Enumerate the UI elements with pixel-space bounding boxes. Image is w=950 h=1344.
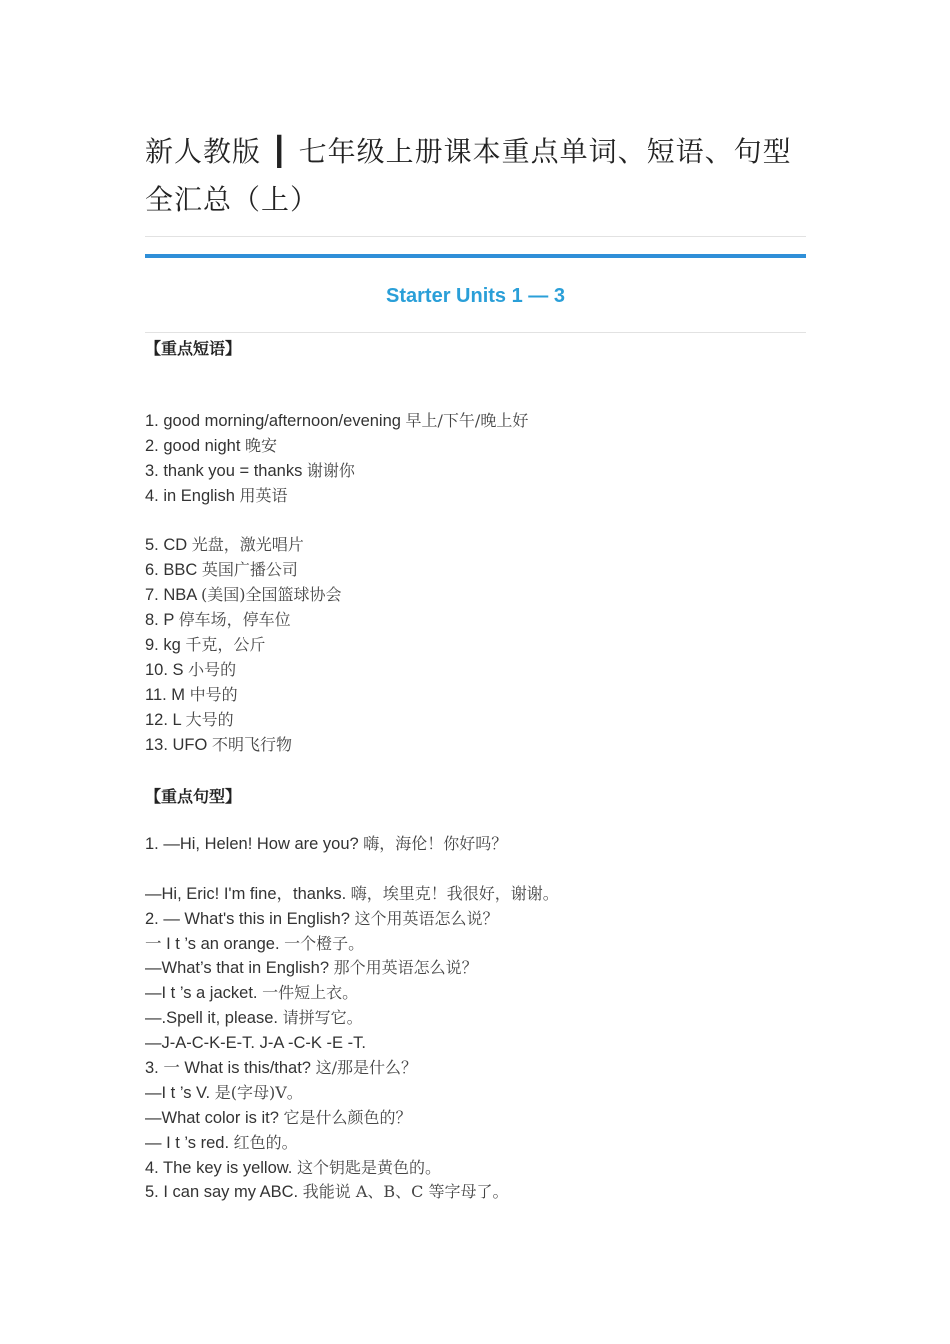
phrase-item [145, 708, 806, 733]
section-divider [145, 332, 806, 333]
phrase-item-english: 8. P [145, 611, 179, 630]
phrase-item-english: 10. S [145, 660, 189, 679]
phrase-item-english: 3. thank you = thanks [145, 461, 307, 480]
sentence-item-english: —What color is it? [145, 1108, 284, 1127]
sentence-item-chinese: 是(字母)V。 [214, 1082, 303, 1102]
sentence-item [145, 882, 806, 907]
phrase-item [145, 434, 806, 459]
sentence-item-english: —I t ’s a jacket. [145, 984, 263, 1003]
phrase-item [145, 633, 806, 658]
phrase-item-chinese: 千克，公斤 [185, 635, 266, 655]
phrase-item [145, 409, 806, 434]
phrase-item-english: 4. in English [145, 486, 240, 505]
sentence-item-chinese: 这个钥匙是黄色的。 [296, 1157, 441, 1177]
phrase-item-chinese: (美国)全国篮球协会 [200, 585, 342, 605]
phrase-item [145, 658, 806, 683]
sentence-item-chinese: 嗨，海伦！你好吗？ [363, 834, 508, 853]
sentence-item [145, 1106, 806, 1131]
phrase-item-english: 12. L [145, 710, 186, 729]
sentence-item-chinese: 这/那是什么？ [315, 1058, 417, 1078]
phrase-item-chinese: 大号的 [185, 709, 234, 729]
sentence-item-english: 一 I t ’s an orange. [145, 934, 285, 953]
sentence-item-chinese: 我能说 A、B、C 等字母了。 [302, 1182, 509, 1202]
sentence-item [145, 1031, 806, 1056]
sentence-item-english: — I t ’s red. [145, 1133, 234, 1152]
sentence-item [145, 1180, 806, 1205]
phrase-item-chinese: 停车场，停车位 [178, 610, 291, 630]
sentence-item [145, 1056, 806, 1081]
sentence-item [145, 1156, 806, 1181]
sentence-item [145, 907, 806, 932]
phrase-item-chinese: 早上/下午/晚上好 [405, 411, 529, 430]
sentences-list [145, 832, 806, 1205]
phrase-item-chinese: 用英语 [239, 485, 288, 505]
phrase-item-english: 2. good night [145, 436, 245, 455]
sentence-item-english: 5. I can say my ABC. [145, 1183, 303, 1202]
sentence-item [145, 981, 806, 1006]
phrases-label: 【重点短语】 [145, 339, 242, 358]
sentence-item-english: 2. — What's this in English? [145, 909, 355, 928]
phrase-item-chinese: 英国广播公司 [201, 560, 298, 580]
sentence-item [145, 832, 806, 857]
sentence-item-chinese: 它是什么颜色的？ [283, 1107, 412, 1127]
sentence-item-chinese: 请拼写它。 [282, 1008, 363, 1028]
sentence-item-chinese: 一件短上衣。 [262, 983, 359, 1003]
sentence-item-english: —Hi, Eric! I'm fine，thanks. [145, 884, 351, 903]
phrase-item [145, 608, 806, 633]
phrase-item-chinese: 小号的 [188, 659, 237, 679]
article-title: 新人教版 ┃ 七年级上册课本重点单词、短语、句型全汇总（上） [145, 135, 792, 216]
sentence-item [145, 1131, 806, 1156]
phrase-item-chinese: 中号的 [189, 684, 238, 704]
sentence-item-chinese: 这个用英语怎么说？ [354, 908, 499, 928]
phrase-item-english: 13. UFO [145, 735, 212, 754]
phrases-list [145, 409, 806, 757]
phrase-item [145, 733, 806, 758]
phrase-item [145, 683, 806, 708]
sentence-item-english: 3. 一 What is this/that? [145, 1059, 316, 1078]
sentences-label: 【重点句型】 [145, 787, 242, 806]
phrase-item [145, 459, 806, 484]
phrase-item [145, 533, 806, 558]
phrase-item-english: 6. BBC [145, 561, 202, 580]
sentence-item-chinese: 嗨，埃里克！我很好，谢谢。 [350, 883, 559, 903]
phrase-item [145, 583, 806, 608]
phrase-item-english: 9. kg [145, 636, 186, 655]
sentence-item-english: —What’s that in English? [145, 959, 334, 978]
sentence-item [145, 1081, 806, 1106]
sentence-item-english: 4. The key is yellow. [145, 1158, 297, 1177]
phrase-item-chinese: 谢谢你 [306, 460, 355, 480]
sentence-item-english: —J-A-C-K-E-T. J-A -C-K -E -T. [145, 1034, 366, 1053]
phrase-item [145, 558, 806, 583]
sentence-item [145, 1006, 806, 1031]
phrase-item-chinese: 不明飞行物 [211, 734, 292, 754]
phrase-item-english: 5. CD [145, 536, 192, 555]
title-divider [145, 236, 806, 237]
phrase-item-chinese: 晚安 [245, 435, 278, 455]
blank-line [145, 509, 806, 534]
phrase-item-chinese: 光盘，激光唱片 [191, 535, 304, 555]
accent-divider [145, 254, 806, 258]
phrase-item-english: 1. good morning/afternoon/evening [145, 412, 406, 430]
blank-line [145, 857, 806, 882]
phrase-item-english: 7. NBA [145, 586, 201, 605]
phrase-item-english: 11. M [145, 685, 190, 704]
sentence-item-chinese: 一个橙子。 [284, 933, 365, 953]
sentence-item [145, 956, 806, 981]
sentence-item [145, 932, 806, 957]
phrase-item [145, 484, 806, 509]
sentence-item-chinese: 那个用英语怎么说？ [333, 958, 478, 978]
sentence-item-chinese: 红色的。 [233, 1132, 298, 1152]
sentence-item-english: —.Spell it, please. [145, 1009, 283, 1028]
section-heading: Starter Units 1 — 3 [386, 285, 565, 307]
sentence-item-english: —I t ’s V. [145, 1083, 215, 1102]
sentence-item-english: 1. —Hi, Helen! How are you? [145, 835, 364, 853]
